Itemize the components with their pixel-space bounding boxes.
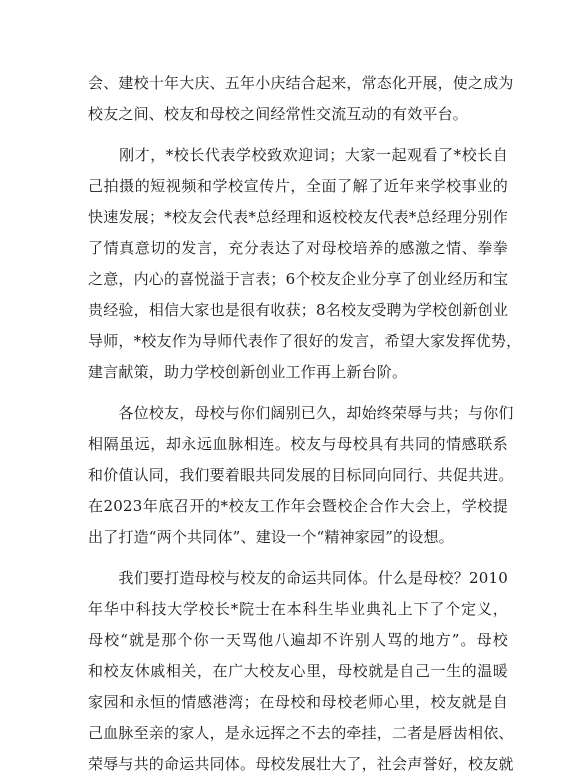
- text-line: 和价值认同，我们要着眼共同发展的目标同向同行、共促共进。: [88, 466, 514, 484]
- text-line: 校友之间、校友和母校之间经常性交流互动的有效平台。: [88, 105, 469, 123]
- text-line: 己血脉至亲的家人，是永远挥之不去的牵挂，二者是唇齿相依、: [88, 724, 514, 742]
- text-line: 家园和永恒的情感港湾；在母校和母校老师心里，校友就是自: [88, 693, 508, 711]
- text-line: 导师，*校友作为导师代表作了很好的发言，希望大家发挥优势，: [88, 332, 522, 350]
- text-line: 在2023年底召开的*校友工作年会暨校企合作大会上，学校提: [88, 497, 508, 515]
- paragraph-gap: [88, 388, 508, 398]
- text-line: 快速发展；*校友会代表*总经理和返校校友代表*总经理分别作: [88, 208, 508, 226]
- text-line: 荣辱与共的命运共同体。母校发展壮大了，社会声誉好，校友就: [88, 755, 514, 773]
- paragraph-gap: [88, 130, 508, 140]
- text-line: 出了打造“两个共同体”、建设一个“精神家园”的设想。: [88, 528, 454, 546]
- text-line: 刚才，*校长代表学校致欢迎词；大家一起观看了*校长自: [88, 146, 508, 164]
- paragraph: [88, 68, 514, 130]
- text-line: 母校“就是那个你一天骂他八遍却不许别人骂的地方”。母校: [88, 631, 508, 649]
- text-line: 年华中科技大学校长*院士在本科生毕业典礼上下了个定义，: [88, 600, 508, 618]
- text-line: 己拍摄的短视频和学校宣传片，全面了解了近年来学校事业的: [88, 177, 508, 195]
- text-line: 建言献策，助力学校创新创业工作再上新台阶。: [88, 363, 408, 381]
- text-line: 了情真意切的发言，充分表达了对母校培养的感激之情、拳拳: [88, 239, 508, 257]
- text-line: 和校友休戚相关，在广大校友心里，母校就是自己一生的温暖: [88, 662, 508, 680]
- paragraph-gap: [88, 553, 508, 563]
- text-line: 我们要打造母校与校友的命运共同体。什么是母校？2010: [88, 569, 508, 587]
- text-line: 相隔虽远，却永远血脉相连。校友与母校具有共同的情感联系: [88, 435, 508, 453]
- text-line: 各位校友，母校与你们阔别已久，却始终荣辱与共；与你们: [88, 404, 514, 422]
- text-line: 贵经验，相信大家也是很有收获；8名校友受聘为学校创新创业: [88, 301, 509, 319]
- text-line: 会、建校十年大庆、五年小庆结合起来，常态化开展，使之成为: [88, 74, 514, 92]
- text-line: 之意，内心的喜悦溢于言表；6个校友企业分享了创业经历和宝: [88, 270, 509, 288]
- paragraph: [88, 140, 522, 388]
- paragraph: [88, 563, 514, 780]
- document-body: [88, 68, 522, 780]
- paragraph: [88, 398, 514, 553]
